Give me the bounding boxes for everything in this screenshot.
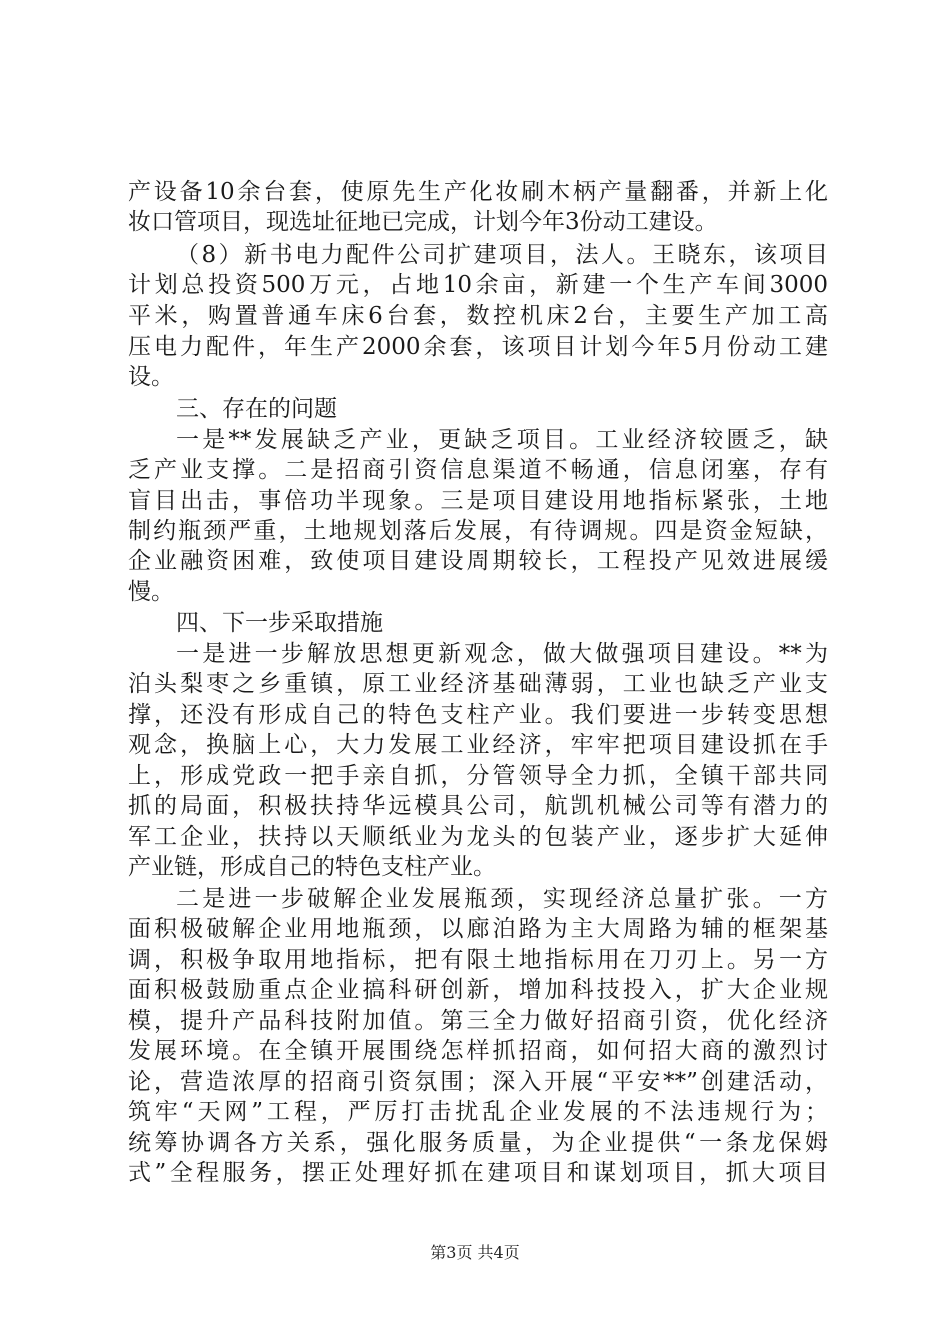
section-heading: 三、存在的问题 bbox=[176, 396, 337, 422]
text-line: 计划总投资500万元，占地10余亩，新建一个生产车间3000 bbox=[128, 272, 828, 298]
text-line: 妆口管项目，现选址征地已完成，计划今年3份动工建设。 bbox=[128, 209, 718, 235]
text-line: 面积极破解企业用地瓶颈，以廊泊路为主大周路为辅的框架基 bbox=[128, 916, 828, 942]
text-line: 平米，购置普通车床6台套，数控机床2台，主要生产加工高 bbox=[128, 303, 828, 329]
text-line: 二是进一步破解企业发展瓶颈，实现经济总量扩张。一方 bbox=[176, 886, 828, 912]
text-line: 论，营造浓厚的招商引资氛围；深入开展“平安**”创建活动， bbox=[128, 1069, 828, 1095]
text-line: 一是进一步解放思想更新观念，做大做强项目建设。**为 bbox=[176, 641, 828, 667]
text-line: （8）新书电力配件公司扩建项目，法人。王晓东，该项目 bbox=[176, 242, 828, 268]
text-line: 慢。 bbox=[128, 579, 174, 605]
text-line: 盲目出击，事倍功半现象。三是项目建设用地指标紧张，土地 bbox=[128, 488, 828, 514]
text-line: 军工企业，扶持以天顺纸业为龙头的包装产业，逐步扩大延伸 bbox=[128, 824, 828, 850]
text-line: 设。 bbox=[128, 364, 174, 390]
text-line: 抓的局面，积极扶持华远模具公司，航凯机械公司等有潜力的 bbox=[128, 793, 828, 819]
text-line: 制约瓶颈严重，土地规划落后发展，有待调规。四是资金短缺， bbox=[128, 518, 828, 544]
text-line: 调，积极争取用地指标，把有限土地指标用在刀刃上。另一方 bbox=[128, 947, 828, 973]
text-line: 一是**发展缺乏产业，更缺乏项目。工业经济较匮乏，缺 bbox=[176, 427, 828, 453]
text-line: 产设备10余台套，使原先生产化妆刷木柄产量翻番，并新上化 bbox=[128, 179, 828, 205]
text-line: 企业融资困难，致使项目建设周期较长，工程投产见效进展缓 bbox=[128, 548, 828, 574]
text-line: 观念，换脑上心，大力发展工业经济，牢牢把项目建设抓在手 bbox=[128, 732, 828, 758]
text-line: 发展环境。在全镇开展围绕怎样抓招商，如何招大商的激烈讨 bbox=[128, 1038, 828, 1064]
text-line: 乏产业支撑。二是招商引资信息渠道不畅通，信息闭塞，存有 bbox=[128, 457, 828, 483]
text-line: 筑牢“天网”工程，严厉打击扰乱企业发展的不法违规行为； bbox=[128, 1099, 828, 1125]
text-line: 泊头梨枣之乡重镇，原工业经济基础薄弱，工业也缺乏产业支 bbox=[128, 671, 828, 697]
section-heading: 四、下一步采取措施 bbox=[176, 610, 383, 636]
text-line: 压电力配件，年生产2000余套，该项目计划今年5月份动工建 bbox=[128, 334, 828, 360]
text-line: 统筹协调各方关系，强化服务质量，为企业提供“一条龙保姆 bbox=[128, 1130, 828, 1156]
page-number-footer: 第3页 共4页 bbox=[430, 1243, 520, 1262]
text-line: 撑，还没有形成自己的特色支柱产业。我们要进一步转变思想 bbox=[128, 702, 828, 728]
text-line: 面积极鼓励重点企业搞科研创新，增加科技投入，扩大企业规 bbox=[128, 977, 828, 1003]
text-line: 产业链，形成自己的特色支柱产业。 bbox=[128, 854, 496, 880]
text-line: 式”全程服务，摆正处理好抓在建项目和谋划项目，抓大项目 bbox=[128, 1160, 828, 1186]
text-line: 上，形成党政一把手亲自抓，分管领导全力抓，全镇干部共同 bbox=[128, 763, 828, 789]
text-line: 模，提升产品科技附加值。第三全力做好招商引资，优化经济 bbox=[128, 1008, 828, 1034]
